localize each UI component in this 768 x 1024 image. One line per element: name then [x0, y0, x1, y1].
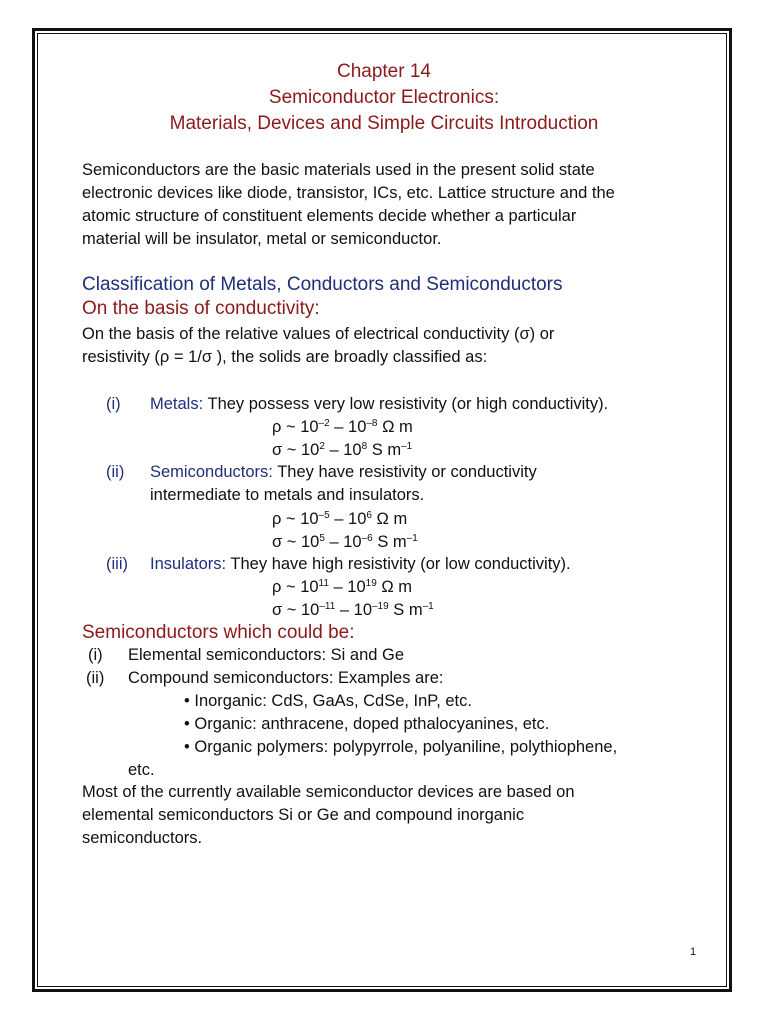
item-number: (iii) [106, 555, 128, 573]
conclusion-line: elemental semiconductors Si or Ge and compound inorganic [82, 806, 525, 824]
type-text: Compound semiconductors: Examples are: [128, 669, 444, 687]
sigma-range: σ ~ $10^2 - 10^8$ S $m^{-1}$ [272, 441, 413, 459]
example-bullet: • Organic: anthracene, doped pthalocyanines, etc. [184, 715, 550, 733]
item-line [150, 553, 571, 576]
types-heading: Semiconductors which could be: [82, 622, 355, 643]
intro-line: Semiconductors are the basic materials used in the present solid state [82, 161, 595, 179]
item-desc-cont: intermediate to metals and insulators. [150, 486, 425, 504]
intro-line: atomic structure of constituent elements decide whether a particular [82, 207, 577, 225]
chapter-title: Chapter 14 [336, 61, 431, 82]
item-line [150, 461, 537, 484]
intro-line: material will be insulator, metal or semiconductor. [82, 230, 442, 248]
item-desc: They possess very low resistivity (or high conductivity). [207, 395, 609, 413]
item-term: Metals: [150, 395, 204, 413]
classification-line: On the basis of the relative values of electrical conductivity (σ) or [82, 325, 555, 343]
item-line [150, 393, 608, 416]
type-number: (ii) [86, 669, 105, 687]
classification-line: resistivity (ρ = 1/σ ), the solids are broadly classified as: [82, 348, 488, 366]
item-term: Insulators: [150, 555, 227, 573]
conclusion-line: semiconductors. [82, 829, 203, 847]
example-etc: etc. [128, 761, 155, 779]
sigma-range: σ ~ $10^{-11} - 10^{-19}$ S $m^{-1}$ [272, 601, 434, 619]
rho-range: ρ ~ $10^{11} - 10^{19}$ Ω m [272, 578, 413, 596]
item-number: (ii) [106, 463, 125, 481]
example-bullet: • Organic polymers: polypyrrole, polyaniline, polythiophene, [184, 738, 618, 756]
conductivity-subheading: On the basis of conductivity: [82, 298, 320, 319]
item-desc: They have resistivity or conductivity [277, 463, 537, 481]
sigma-range: σ ~ $10^5 - 10^{-6}$ S $m^{-1}$ [272, 533, 418, 551]
classification-heading: Classification of Metals, Conductors and Semiconductors [82, 274, 563, 295]
type-text: Elemental semiconductors: Si and Ge [128, 646, 405, 664]
subject-title: Semiconductor Electronics: [268, 87, 500, 108]
example-bullet: • Inorganic: CdS, GaAs, CdSe, InP, etc. [184, 692, 472, 710]
conclusion-line: Most of the currently available semiconductor devices are based on [82, 783, 575, 801]
type-number: (i) [88, 646, 103, 664]
item-number: (i) [106, 395, 121, 413]
rho-range: ρ ~ $10^{-5} - 10^6$ Ω m [272, 510, 408, 528]
subtitle: Materials, Devices and Simple Circuits Introduction [169, 113, 599, 134]
item-term: Semiconductors: [150, 463, 273, 481]
item-desc: They have high resistivity (or low conductivity). [230, 555, 571, 573]
rho-range: ρ ~ $10^{-2} - 10^{-8}$ Ω m [272, 418, 413, 436]
intro-line: electronic devices like diode, transistor, ICs, etc. Lattice structure and the [82, 184, 615, 202]
page-number: 1 [690, 946, 697, 958]
